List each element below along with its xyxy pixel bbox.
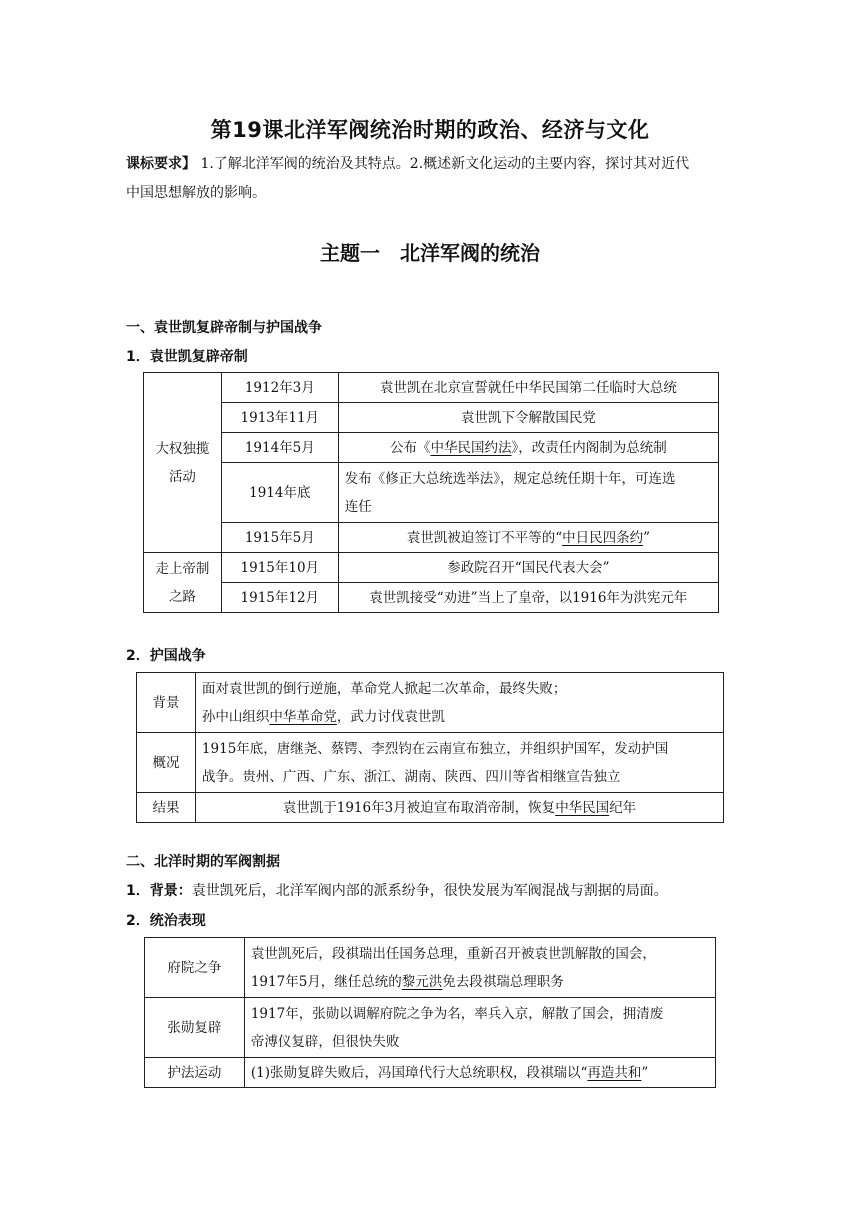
table-row: [137, 673, 724, 733]
date-cell: 1915年12月: [221, 583, 338, 613]
row-content: 1917年，张勋以调解府院之争为名，率兵入京，解散了国会，拥清废 帝溥仪复辟，但很快失败: [244, 998, 715, 1058]
event-cell: 袁世凯在北京宣誓就任中华民国第二任临时大总统: [338, 373, 718, 403]
group2-label: 走上帝制 之路: [144, 553, 222, 613]
event-cell: 袁世凯接受“劝进”当上了皇帝，以1916年为洪宪元年: [338, 583, 718, 613]
section2-heading: 二、北洋时期的军阀割据: [126, 854, 280, 870]
date-cell: 1914年底: [221, 463, 338, 523]
underlined-answer: 中华民国: [555, 799, 610, 816]
date-cell: 1915年10月: [221, 553, 338, 583]
row-content: 袁世凯于1916年3月被迫宣布取消帝制，恢复中华民国纪年: [195, 793, 723, 823]
table-row: [144, 523, 719, 553]
row-label: 张勋复辟: [145, 998, 245, 1058]
event-cell: 发布《修正大总统选举法》，规定总统任期十年，可连选 连任: [338, 463, 718, 523]
row-content: (1)张勋复辟失败后，冯国璋代行大总统职权，段祺瑞以“再造共和”: [244, 1058, 715, 1088]
row-label: 结果: [137, 793, 196, 823]
event-cell: 参政院召开“国民代表大会”: [338, 553, 718, 583]
event-cell: 袁世凯被迫签订不平等的“中日民四条约”: [338, 523, 718, 553]
table-row: [145, 998, 716, 1058]
table-row: [144, 403, 719, 433]
topic-heading: 主题一 北洋军阀的统治: [320, 241, 540, 265]
section2-sub2: 2．统治表现: [126, 913, 206, 929]
table-row: [145, 938, 716, 998]
row-content: 面对袁世凯的倒行逆施，革命党人掀起二次革命，最终失败； 孙中山组织中华革命党，武力讨伐袁世凯: [195, 673, 723, 733]
underlined-answer: 中日民四条约: [562, 529, 644, 546]
curriculum-requirements: [126, 150, 738, 208]
table-row: [144, 373, 719, 403]
row-content: 袁世凯死后，段祺瑞出任国务总理，重新召开被袁世凯解散的国会， 1917年5月，继任总统的黎元洪免去段祺瑞总理职务: [244, 938, 715, 998]
date-cell: 1914年5月: [221, 433, 338, 463]
event-cell: 公布《中华民国约法》，改责任内阁制为总统制: [338, 433, 718, 463]
table-row: [137, 793, 724, 823]
row-label: 概况: [137, 733, 196, 793]
row-label: 背景: [137, 673, 196, 733]
table-row: [144, 433, 719, 463]
table-row: [144, 463, 719, 523]
background-text: 袁世凯死后，北洋军阀内部的派系纷争，很快发展为军阀混战与割据的局面。: [191, 883, 668, 899]
table-row: [144, 553, 719, 583]
requirements-line2: 中国思想解放的影响。: [126, 185, 266, 201]
underlined-answer: 中华革命党: [269, 708, 337, 725]
row-label: 府院之争: [145, 938, 245, 998]
underlined-answer: 黎元洪: [401, 973, 443, 990]
section2-background: [126, 880, 668, 900]
date-cell: 1915年5月: [221, 523, 338, 553]
lesson-title: 第19课北洋军阀统治时期的政治、经济与文化: [210, 118, 650, 142]
table-row: [137, 733, 724, 793]
underlined-answer: 再造共和: [587, 1064, 642, 1081]
row-content: 1915年底，唐继尧、蔡锷、李烈钧在云南宣布独立，并组织护国军，发动护国 战争。贵州、广西、广东、浙江、湖南、陕西、四川等省相继宣告独立: [195, 733, 723, 793]
date-cell: 1913年11月: [221, 403, 338, 433]
table-rule-manifestations: [144, 937, 716, 1088]
table-row: [145, 1058, 716, 1088]
requirements-line1: 1.了解北洋军阀的统治及其特点。2.概述新文化运动的主要内容，探讨其对近代: [196, 156, 690, 172]
section1-sub1: 1．袁世凯复辟帝制: [126, 349, 248, 365]
group1-label: 大权独揽 活动: [144, 373, 222, 553]
requirements-label: 课标要求】: [126, 156, 196, 172]
table-national-protection-war: [136, 672, 724, 823]
section1-sub2: 2．护国战争: [126, 648, 206, 664]
date-cell: 1912年3月: [221, 373, 338, 403]
underlined-answer: 中华民国约法: [430, 439, 512, 456]
row-label: 护法运动: [145, 1058, 245, 1088]
background-label: 1．背景：: [126, 883, 192, 899]
section1-heading: 一、袁世凯复辟帝制与护国战争: [126, 320, 322, 336]
table-row: [144, 583, 719, 613]
event-cell: 袁世凯下令解散国民党: [338, 403, 718, 433]
table-restoration: [143, 372, 719, 613]
